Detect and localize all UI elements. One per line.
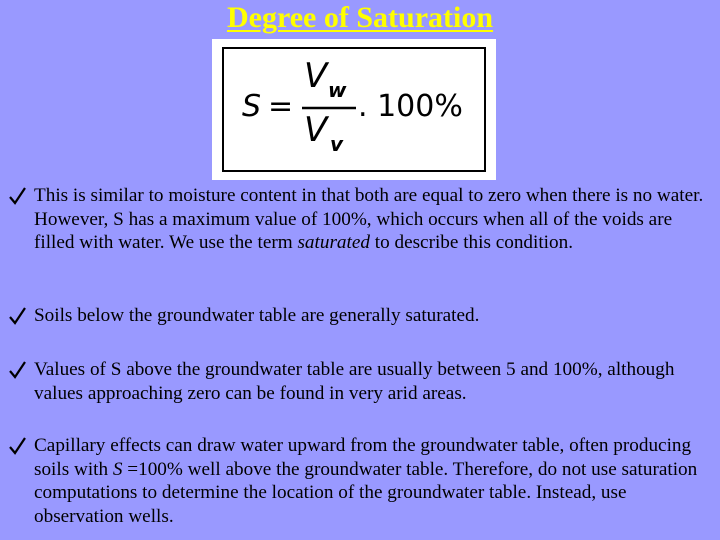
checkmark-icon (8, 434, 28, 458)
bullet-item (8, 358, 708, 405)
bullet-text: Values of S above the groundwater table are usually between 5 and 100%, although values approaching zero can be found in very arid areas. (34, 359, 675, 404)
bullet-item (8, 434, 708, 528)
formula-lhs: S (242, 89, 262, 124)
formula-multiplier: . 100% (358, 89, 463, 124)
formula-numerator-subscript: w (328, 78, 347, 102)
bullet-item (8, 184, 708, 255)
formula-denominator: V (304, 110, 328, 150)
bullet-text: Soils below the groundwater table are generally saturated. (34, 305, 480, 326)
formula-numerator: V (304, 56, 328, 96)
bullet-text: This is similar to moisture content in that both are equal to zero when there is no water. However, S has a maximum value of 100%, which occurs when all of the voids are filled with water. We use the term saturated to describe this condition. (34, 185, 704, 253)
checkmark-icon (8, 184, 28, 208)
saturation-formula (224, 49, 484, 170)
formula-equals: = (268, 89, 294, 124)
bullet-text: Capillary effects can draw water upward from the groundwater table, often producing soils with S =100% well above the groundwater table. Therefore, do not use saturation computations to determine the location of the groundwater table. Instead, use observation wells. (34, 435, 698, 527)
checkmark-icon (8, 358, 28, 382)
formula-frame (222, 47, 486, 172)
slide-title: Degree of Saturation (226, 1, 494, 34)
bullet-item (8, 304, 708, 328)
formula-denominator-subscript: v (330, 132, 344, 156)
checkmark-icon (8, 304, 28, 328)
formula-image (212, 39, 496, 180)
